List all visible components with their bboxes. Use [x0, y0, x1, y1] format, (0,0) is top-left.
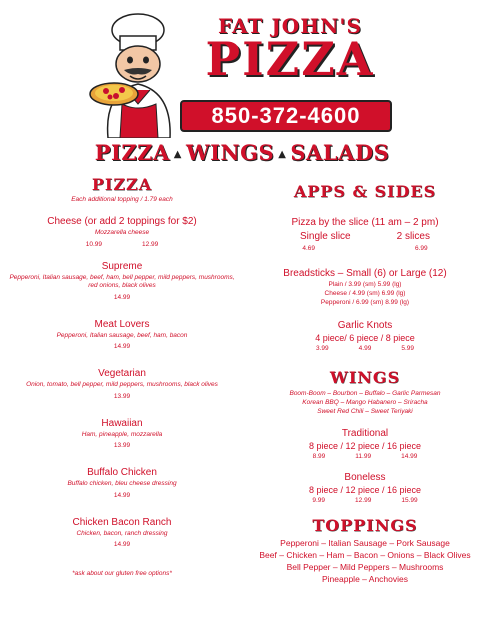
item-price: 14.99: [113, 293, 131, 301]
triangle-icon: ▲: [278, 149, 287, 160]
item-prices: [252, 497, 478, 504]
menu-item: [252, 472, 478, 504]
topping-line: Beef – Chicken – Ham – Bacon – Onions – Black Olives: [259, 550, 471, 560]
item-price: 12.99: [142, 240, 159, 248]
item-name: Hawaiian: [101, 417, 143, 429]
menu-item: [252, 428, 478, 460]
item-name: Pizza by the slice (11 am – 2 pm): [291, 217, 439, 228]
item-name: Garlic Knots: [337, 320, 393, 331]
item-price: 4.69: [302, 245, 315, 252]
flavor-line: Korean BBQ – Mango Habanero – Sriracha: [302, 399, 428, 406]
item-name: Buffalo Chicken: [87, 467, 157, 478]
menu-item: [8, 418, 236, 450]
item-price: 8.99: [312, 453, 326, 460]
menu-item: [8, 216, 236, 248]
menu-item: [252, 268, 478, 306]
topping-note: Each additional topping / 1.79 each: [71, 196, 173, 203]
menu-item: [8, 261, 236, 301]
item-price: 9.99: [312, 497, 326, 504]
option-label: 2 slices: [396, 231, 430, 242]
item-price: 4.99: [358, 345, 372, 352]
price-line: Cheese / 4.99 (sm) 6.99 (lg): [324, 290, 406, 297]
item-description: Pepperoni, Italian sausage, beef, ham, bell pepper, mild peppers, mushrooms, red onions, black olives: [9, 273, 235, 289]
item-name: Meat Lovers: [94, 318, 150, 330]
triangle-icon: ▲: [173, 149, 182, 160]
price-line: Pepperoni / 6.99 (sm) 8.99 (lg): [320, 299, 410, 306]
item-description: Chicken, bacon, ranch dressing: [76, 529, 168, 537]
item-name: Boneless: [344, 472, 386, 483]
item-description: Pepperoni, Italian sausage, beef, ham, bacon: [56, 331, 188, 339]
menu-header: [0, 0, 484, 168]
item-price: 10.99: [85, 240, 102, 248]
item-prices: [252, 345, 478, 352]
apps-section: [252, 182, 478, 585]
flavor-line: Boom-Boom – Bourbon – Buffalo – Garlic Parmesan: [289, 390, 441, 397]
brand-wordmark: PIZZA: [205, 32, 375, 86]
slice-prices: [252, 245, 478, 252]
item-description: Onion, tomato, bell pepper, mild peppers, mushrooms, black olives: [26, 381, 218, 388]
topping-line: Pepperoni – Italian Sausage – Pork Sausage: [280, 538, 450, 548]
wing-flavors: [252, 389, 478, 416]
menu-item: [8, 368, 236, 400]
menu-item: [252, 320, 478, 352]
slice-options: [252, 231, 478, 242]
topping-line: Pineapple – Anchovies: [321, 574, 408, 584]
item-name: Chicken Bacon Ranch: [72, 516, 172, 528]
item-price: 11.99: [355, 453, 372, 460]
item-prices: [252, 453, 478, 460]
gluten-free-note: *ask about our gluten free options*: [72, 570, 172, 577]
brand-logo: [180, 14, 400, 86]
item-price: 14.99: [401, 453, 418, 460]
item-prices: [8, 241, 236, 248]
item-name: Vegetarian: [98, 368, 146, 379]
item-price: 6.99: [415, 245, 428, 252]
item-price: 13.99: [113, 392, 131, 400]
menu-item: [252, 217, 478, 252]
item-name: Supreme: [101, 260, 143, 272]
item-name: Traditional: [341, 428, 389, 439]
item-price: 15.99: [401, 497, 418, 504]
section-title: APPS & SIDES: [293, 182, 437, 201]
menu-item: [8, 319, 236, 351]
toppings-list: [252, 537, 478, 585]
item-description: Mozzarella cheese: [94, 229, 150, 236]
item-sizes: 8 piece / 12 piece / 16 piece: [308, 441, 422, 451]
flavor-line: Sweet Red Chili – Sweet Teriyaki: [317, 408, 413, 415]
pizza-section: [8, 175, 236, 577]
item-price: 5.99: [401, 345, 414, 352]
item-name: Breadsticks – Small (6) or Large (12): [283, 268, 447, 279]
phone-number[interactable]: 850-372-4600: [180, 100, 392, 132]
topping-line: Bell Pepper – Mild Peppers – Mushrooms: [286, 562, 444, 572]
item-description: Buffalo chicken, bleu cheese dressing: [67, 480, 177, 487]
item-price: 14.99: [113, 491, 131, 499]
price-line: Plain / 3.99 (sm) 5.99 (lg): [328, 281, 402, 288]
tagline: [0, 140, 484, 165]
toppings-title: TOPPINGS: [312, 516, 418, 535]
brand-name: FAT JOHN'S: [218, 14, 362, 38]
tagline-wings: WINGS: [185, 140, 275, 165]
tagline-salads: SALADS: [290, 140, 390, 165]
menu-item: [8, 517, 236, 549]
tagline-pizza: PIZZA: [94, 140, 170, 165]
item-price: 14.99: [113, 343, 131, 350]
item-price: 13.99: [113, 442, 131, 449]
item-sizes: 8 piece / 12 piece / 16 piece: [308, 485, 422, 495]
section-title: PIZZA: [91, 175, 153, 194]
option-label: Single slice: [300, 231, 351, 242]
item-price: 12.99: [355, 497, 372, 504]
wings-title: WINGS: [329, 368, 401, 387]
item-price: 3.99: [316, 345, 329, 352]
item-sizes: 4 piece/ 6 piece / 8 piece: [315, 333, 415, 343]
item-name: Cheese (or add 2 toppings for $2): [47, 216, 197, 227]
item-price: 14.99: [113, 541, 131, 548]
menu-item: [8, 467, 236, 499]
item-description: Ham, pineapple, mozzarella: [81, 430, 163, 438]
